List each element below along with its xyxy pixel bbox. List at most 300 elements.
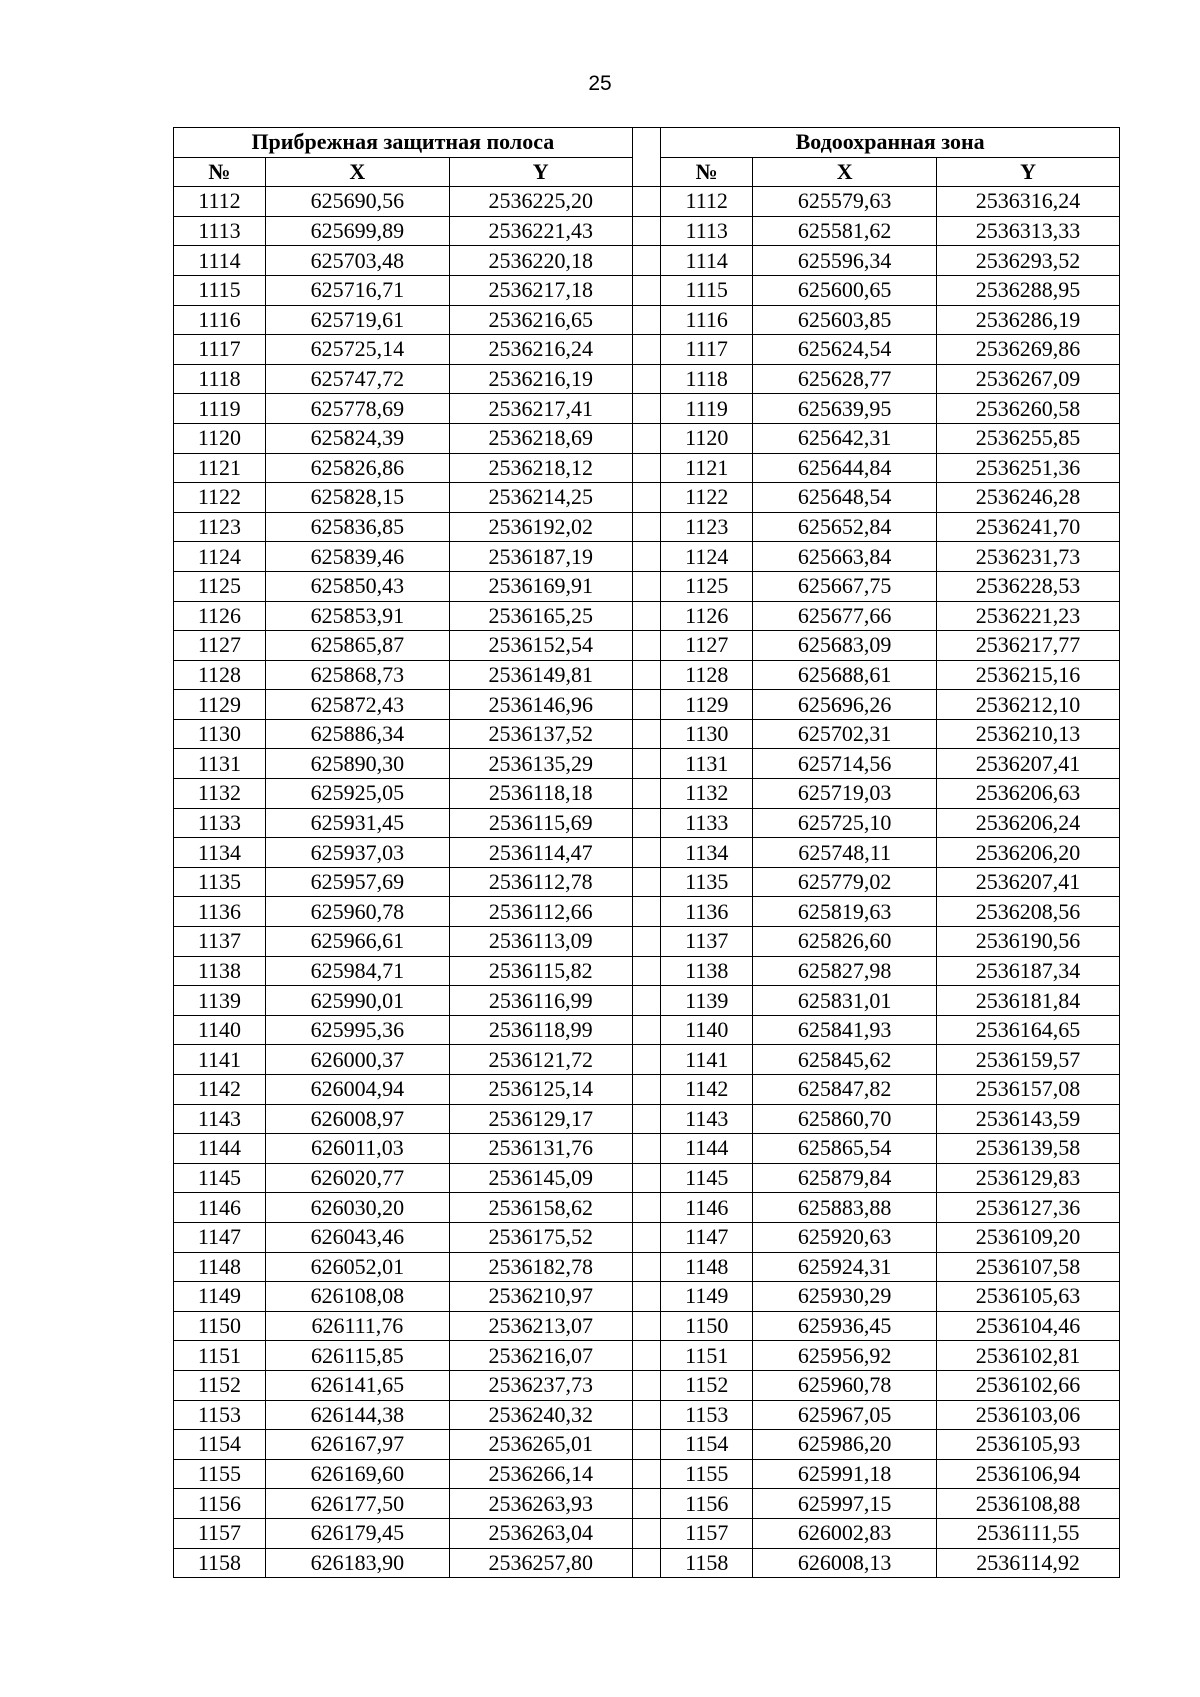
table-gap [632,927,661,957]
right-x-value: 626002,83 [753,1518,937,1548]
table-gap [632,1400,661,1430]
right-point-number: 1137 [661,927,753,957]
table-row [174,1193,1120,1223]
table-row [174,749,1120,779]
right-y-value: 2536208,56 [937,897,1120,927]
left-x-value: 626000,37 [265,1045,449,1075]
right-point-number: 1143 [661,1104,753,1134]
right-x-value: 625714,56 [753,749,937,779]
left-x-value: 625995,36 [265,1015,449,1045]
right-x-value: 625883,88 [753,1193,937,1223]
table-gap [632,867,661,897]
right-x-value: 625667,75 [753,571,937,601]
right-y-value: 2536288,95 [937,275,1120,305]
left-y-value: 2536158,62 [449,1193,632,1223]
left-point-number: 1130 [174,719,266,749]
right-point-number: 1128 [661,660,753,690]
left-x-value: 625716,71 [265,275,449,305]
table-row [174,1163,1120,1193]
right-x-value: 625865,54 [753,1134,937,1164]
left-y-value: 2536210,97 [449,1282,632,1312]
coordinates-table [173,127,1120,1578]
left-x-value: 625824,39 [265,423,449,453]
right-y-value: 2536102,66 [937,1370,1120,1400]
left-point-number: 1147 [174,1222,266,1252]
table-gap [632,1311,661,1341]
right-x-value: 625581,62 [753,216,937,246]
left-y-value: 2536221,43 [449,216,632,246]
table-gap [632,1045,661,1075]
right-x-value: 625779,02 [753,867,937,897]
left-x-value: 626020,77 [265,1163,449,1193]
right-point-number: 1150 [661,1311,753,1341]
table-gap [632,631,661,661]
right-y-value: 2536217,77 [937,631,1120,661]
table-row [174,808,1120,838]
table-gap [632,423,661,453]
right-point-number: 1112 [661,187,753,217]
table-row [174,1075,1120,1105]
right-point-number: 1139 [661,986,753,1016]
left-x-value: 626144,38 [265,1400,449,1430]
table-gap [632,749,661,779]
left-y-value: 2536217,41 [449,394,632,424]
right-y-value: 2536221,23 [937,601,1120,631]
left-point-number: 1118 [174,364,266,394]
table-row [174,779,1120,809]
right-x-value: 625696,26 [753,690,937,720]
left-y-value: 2536114,47 [449,838,632,868]
right-y-value: 2536316,24 [937,187,1120,217]
left-x-value: 625890,30 [265,749,449,779]
right-header-x: X [753,157,937,187]
right-y-value: 2536129,83 [937,1163,1120,1193]
table-row [174,305,1120,335]
left-y-value: 2536263,93 [449,1489,632,1519]
right-point-number: 1134 [661,838,753,868]
right-x-value: 625652,84 [753,512,937,542]
left-point-number: 1129 [174,690,266,720]
left-y-value: 2536216,07 [449,1341,632,1371]
right-x-value: 625596,34 [753,246,937,276]
right-y-value: 2536267,09 [937,364,1120,394]
table-gap [632,660,661,690]
left-y-value: 2536146,96 [449,690,632,720]
right-point-number: 1130 [661,719,753,749]
left-x-value: 625925,05 [265,779,449,809]
left-y-value: 2536116,99 [449,986,632,1016]
left-y-value: 2536113,09 [449,927,632,957]
right-x-value: 625991,18 [753,1459,937,1489]
left-point-number: 1138 [174,956,266,986]
left-x-value: 626004,94 [265,1075,449,1105]
right-x-value: 625719,03 [753,779,937,809]
left-x-value: 625699,89 [265,216,449,246]
left-point-number: 1123 [174,512,266,542]
table-gap [632,1489,661,1519]
table-gap [632,305,661,335]
left-x-value: 626115,85 [265,1341,449,1371]
right-y-value: 2536111,55 [937,1518,1120,1548]
table-row [174,867,1120,897]
table-gap [632,187,661,217]
left-x-value: 626011,03 [265,1134,449,1164]
left-x-value: 625865,87 [265,631,449,661]
right-x-value: 625960,78 [753,1370,937,1400]
right-x-value: 625579,63 [753,187,937,217]
left-x-value: 626179,45 [265,1518,449,1548]
table-row [174,1222,1120,1252]
left-point-number: 1131 [174,749,266,779]
right-x-value: 625879,84 [753,1163,937,1193]
table-gap [632,779,661,809]
left-y-value: 2536216,65 [449,305,632,335]
right-header-y: Y [937,157,1120,187]
left-y-value: 2536112,66 [449,897,632,927]
right-y-value: 2536102,81 [937,1341,1120,1371]
left-point-number: 1157 [174,1518,266,1548]
left-x-value: 626183,90 [265,1548,449,1578]
left-y-value: 2536240,32 [449,1400,632,1430]
left-x-value: 626052,01 [265,1252,449,1282]
left-y-value: 2536149,81 [449,660,632,690]
right-point-number: 1114 [661,246,753,276]
table-gap [632,1430,661,1460]
left-point-number: 1125 [174,571,266,601]
table-row [174,394,1120,424]
right-point-number: 1115 [661,275,753,305]
table-row [174,986,1120,1016]
left-x-value: 626167,97 [265,1430,449,1460]
left-y-value: 2536216,19 [449,364,632,394]
left-y-value: 2536169,91 [449,571,632,601]
left-point-number: 1149 [174,1282,266,1312]
left-x-value: 625839,46 [265,542,449,572]
right-y-value: 2536260,58 [937,394,1120,424]
left-point-number: 1148 [174,1252,266,1282]
right-y-value: 2536313,33 [937,216,1120,246]
left-point-number: 1158 [174,1548,266,1578]
left-y-value: 2536214,25 [449,483,632,513]
left-point-number: 1119 [174,394,266,424]
left-y-value: 2536237,73 [449,1370,632,1400]
table-gap [632,1548,661,1578]
left-y-value: 2536265,01 [449,1430,632,1460]
left-x-value: 625853,91 [265,601,449,631]
table-row [174,1134,1120,1164]
table-row [174,483,1120,513]
table-row [174,897,1120,927]
right-header-number: № [661,157,753,187]
right-point-number: 1127 [661,631,753,661]
right-y-value: 2536127,36 [937,1193,1120,1223]
right-y-value: 2536190,56 [937,927,1120,957]
left-y-value: 2536266,14 [449,1459,632,1489]
left-y-value: 2536115,82 [449,956,632,986]
table-gap [632,275,661,305]
left-point-number: 1112 [174,187,266,217]
right-point-number: 1144 [661,1134,753,1164]
table-row [174,335,1120,365]
right-x-value: 625642,31 [753,423,937,453]
left-y-value: 2536220,18 [449,246,632,276]
table-row [174,1311,1120,1341]
table-gap [632,1075,661,1105]
left-y-value: 2536115,69 [449,808,632,838]
left-point-number: 1133 [174,808,266,838]
left-y-value: 2536175,52 [449,1222,632,1252]
table-row [174,838,1120,868]
left-header-x: X [265,157,449,187]
left-x-value: 626043,46 [265,1222,449,1252]
right-point-number: 1113 [661,216,753,246]
left-point-number: 1134 [174,838,266,868]
right-x-value: 625644,84 [753,453,937,483]
page-number: 25 [588,72,612,95]
table-gap [632,512,661,542]
table-row [174,187,1120,217]
table-row [174,719,1120,749]
left-point-number: 1135 [174,867,266,897]
table-row [174,364,1120,394]
right-point-number: 1132 [661,779,753,809]
right-y-value: 2536231,73 [937,542,1120,572]
table-gap [632,1193,661,1223]
right-x-value: 625683,09 [753,631,937,661]
table-row [174,1341,1120,1371]
left-x-value: 625990,01 [265,986,449,1016]
left-x-value: 625836,85 [265,512,449,542]
right-y-value: 2536106,94 [937,1459,1120,1489]
right-point-number: 1120 [661,423,753,453]
table-row [174,1015,1120,1045]
right-y-value: 2536215,16 [937,660,1120,690]
right-point-number: 1146 [661,1193,753,1223]
left-y-value: 2536125,14 [449,1075,632,1105]
table-row [174,660,1120,690]
left-point-number: 1128 [174,660,266,690]
right-y-value: 2536105,63 [937,1282,1120,1312]
left-point-number: 1143 [174,1104,266,1134]
right-y-value: 2536255,85 [937,423,1120,453]
left-x-value: 625725,14 [265,335,449,365]
left-point-number: 1127 [174,631,266,661]
right-y-value: 2536269,86 [937,335,1120,365]
table-body [174,187,1120,1578]
right-point-number: 1153 [661,1400,753,1430]
left-point-number: 1142 [174,1075,266,1105]
left-table-title: Прибрежная защитная полоса [174,128,633,158]
left-y-value: 2536217,18 [449,275,632,305]
left-x-value: 626111,76 [265,1311,449,1341]
left-x-value: 625966,61 [265,927,449,957]
right-y-value: 2536293,52 [937,246,1120,276]
table-row [174,1104,1120,1134]
right-x-value: 625819,63 [753,897,937,927]
right-point-number: 1140 [661,1015,753,1045]
right-y-value: 2536206,20 [937,838,1120,868]
right-point-number: 1155 [661,1459,753,1489]
left-y-value: 2536118,99 [449,1015,632,1045]
right-x-value: 625600,65 [753,275,937,305]
table-gap [632,956,661,986]
right-y-value: 2536207,41 [937,867,1120,897]
right-point-number: 1141 [661,1045,753,1075]
table-row [174,1489,1120,1519]
right-point-number: 1152 [661,1370,753,1400]
right-x-value: 625702,31 [753,719,937,749]
right-point-number: 1133 [661,808,753,838]
left-x-value: 626141,65 [265,1370,449,1400]
right-point-number: 1121 [661,453,753,483]
right-x-value: 625920,63 [753,1222,937,1252]
right-y-value: 2536207,41 [937,749,1120,779]
table-row [174,542,1120,572]
table-gap [632,1518,661,1548]
left-y-value: 2536121,72 [449,1045,632,1075]
left-y-value: 2536135,29 [449,749,632,779]
left-y-value: 2536112,78 [449,867,632,897]
right-y-value: 2536246,28 [937,483,1120,513]
right-x-value: 625688,61 [753,660,937,690]
right-y-value: 2536212,10 [937,690,1120,720]
left-x-value: 626108,08 [265,1282,449,1312]
table-gap [632,1370,661,1400]
table-gap [632,483,661,513]
left-x-value: 625937,03 [265,838,449,868]
right-point-number: 1148 [661,1252,753,1282]
right-point-number: 1131 [661,749,753,779]
left-point-number: 1153 [174,1400,266,1430]
left-point-number: 1144 [174,1134,266,1164]
left-point-number: 1122 [174,483,266,513]
table-row [174,601,1120,631]
right-y-value: 2536251,36 [937,453,1120,483]
left-point-number: 1155 [174,1459,266,1489]
right-y-value: 2536108,88 [937,1489,1120,1519]
left-x-value: 625868,73 [265,660,449,690]
left-point-number: 1115 [174,275,266,305]
table-gap [632,1459,661,1489]
table-row [174,1045,1120,1075]
left-x-value: 625690,56 [265,187,449,217]
right-y-value: 2536157,08 [937,1075,1120,1105]
left-point-number: 1146 [174,1193,266,1223]
left-x-value: 626177,50 [265,1489,449,1519]
table-row [174,512,1120,542]
left-point-number: 1126 [174,601,266,631]
right-point-number: 1142 [661,1075,753,1105]
table-row [174,927,1120,957]
table-gap [632,1104,661,1134]
left-x-value: 625828,15 [265,483,449,513]
table-gap [632,1163,661,1193]
right-x-value: 625677,66 [753,601,937,631]
table-gap [632,394,661,424]
left-point-number: 1152 [174,1370,266,1400]
left-point-number: 1145 [174,1163,266,1193]
right-table-title: Водоохранная зона [661,128,1120,158]
left-point-number: 1117 [174,335,266,365]
right-point-number: 1119 [661,394,753,424]
right-x-value: 625967,05 [753,1400,937,1430]
left-x-value: 625826,86 [265,453,449,483]
left-x-value: 625886,34 [265,719,449,749]
table-gap [632,571,661,601]
table-gap [632,542,661,572]
left-x-value: 625747,72 [265,364,449,394]
left-point-number: 1156 [174,1489,266,1519]
left-x-value: 625931,45 [265,808,449,838]
right-y-value: 2536187,34 [937,956,1120,986]
right-point-number: 1138 [661,956,753,986]
left-point-number: 1120 [174,423,266,453]
left-x-value: 625703,48 [265,246,449,276]
right-point-number: 1125 [661,571,753,601]
right-y-value: 2536241,70 [937,512,1120,542]
table-row [174,571,1120,601]
right-y-value: 2536114,92 [937,1548,1120,1578]
right-x-value: 625860,70 [753,1104,937,1134]
table-gap [632,690,661,720]
left-x-value: 625719,61 [265,305,449,335]
left-y-value: 2536131,76 [449,1134,632,1164]
right-point-number: 1117 [661,335,753,365]
table-row [174,1400,1120,1430]
left-point-number: 1137 [174,927,266,957]
table-row [174,453,1120,483]
left-y-value: 2536187,19 [449,542,632,572]
table-row [174,423,1120,453]
right-y-value: 2536104,46 [937,1311,1120,1341]
left-x-value: 626030,20 [265,1193,449,1223]
right-x-value: 626008,13 [753,1548,937,1578]
right-point-number: 1157 [661,1518,753,1548]
right-point-number: 1135 [661,867,753,897]
left-y-value: 2536137,52 [449,719,632,749]
right-point-number: 1158 [661,1548,753,1578]
left-x-value: 625872,43 [265,690,449,720]
left-x-value: 625778,69 [265,394,449,424]
table-row [174,246,1120,276]
left-point-number: 1124 [174,542,266,572]
left-point-number: 1132 [174,779,266,809]
right-y-value: 2536164,65 [937,1015,1120,1045]
left-y-value: 2536218,69 [449,423,632,453]
right-x-value: 625603,85 [753,305,937,335]
right-x-value: 625748,11 [753,838,937,868]
table-row [174,275,1120,305]
right-y-value: 2536210,13 [937,719,1120,749]
left-y-value: 2536263,04 [449,1518,632,1548]
right-x-value: 625628,77 [753,364,937,394]
right-x-value: 625847,82 [753,1075,937,1105]
right-y-value: 2536105,93 [937,1430,1120,1460]
left-point-number: 1141 [174,1045,266,1075]
table-gap [632,1341,661,1371]
left-point-number: 1136 [174,897,266,927]
right-point-number: 1124 [661,542,753,572]
left-point-number: 1121 [174,453,266,483]
left-x-value: 625850,43 [265,571,449,601]
right-point-number: 1129 [661,690,753,720]
left-point-number: 1154 [174,1430,266,1460]
left-y-value: 2536118,18 [449,779,632,809]
table-gap [632,1015,661,1045]
right-point-number: 1149 [661,1282,753,1312]
left-y-value: 2536182,78 [449,1252,632,1282]
table-row [174,216,1120,246]
